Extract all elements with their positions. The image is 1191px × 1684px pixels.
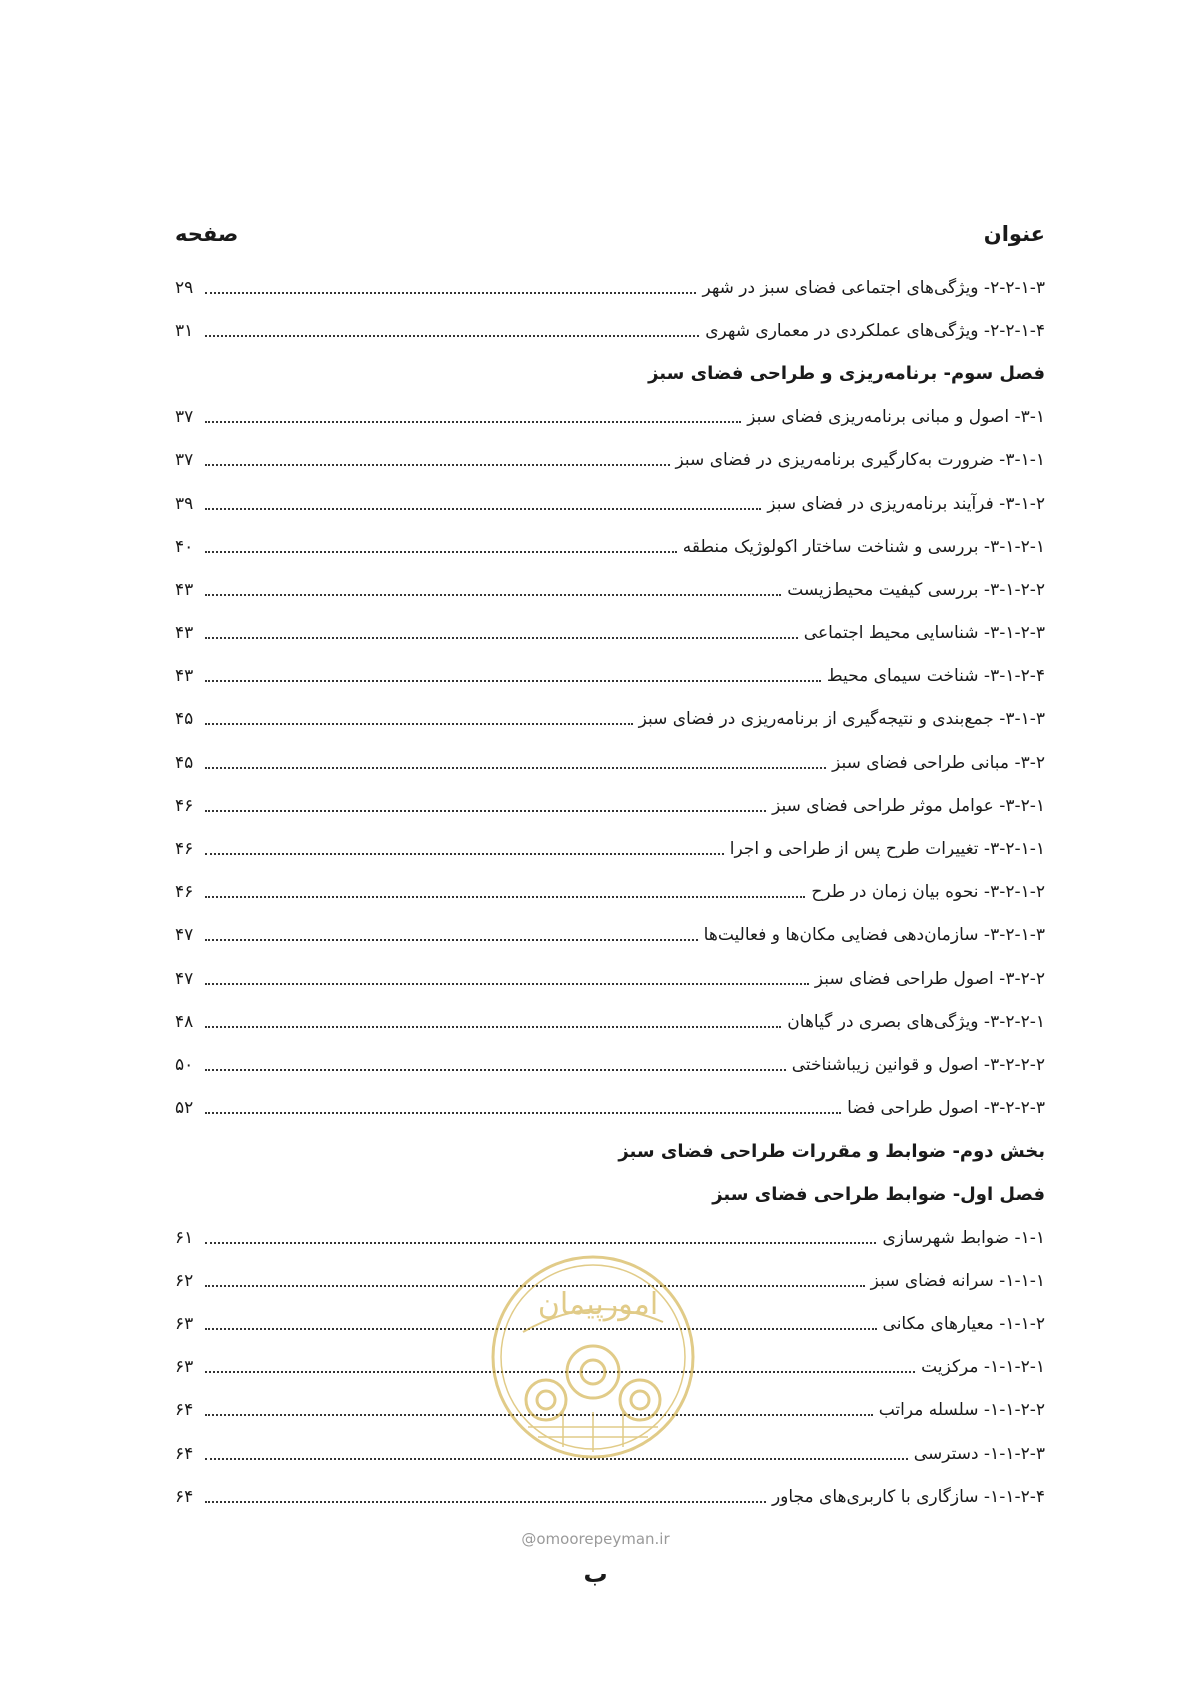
- toc-entry-title: ۱-۱-۲-۱- مرکزیت: [921, 1357, 1045, 1378]
- toc-entry-title: فصل سوم- برنامه‌ریزی و طراحی فضای سبز: [648, 363, 1045, 385]
- toc-entry-page: ۶۳: [175, 1357, 194, 1378]
- gear-icon: [526, 1380, 566, 1420]
- toc-entry-title: ۳-۱-۲-۲- بررسی کیفیت محیط‌زیست: [787, 579, 1045, 600]
- dot-leader: [205, 983, 809, 985]
- toc-entry: [175, 396, 1045, 439]
- toc-entry-page: ۶۴: [175, 1486, 194, 1507]
- toc-entry-title: ۳-۱-۱- ضرورت به‌کارگیری برنامه‌ریزی در فضای سبز: [675, 450, 1045, 471]
- title-column-label: عنوان: [983, 222, 1045, 246]
- toc-entry-title: ۳-۲-۲-۲- اصول و قوانین زیباشناختی: [791, 1054, 1045, 1075]
- toc-entry: [175, 1475, 1045, 1518]
- toc-entry: [175, 266, 1045, 309]
- toc-entry: [175, 741, 1045, 784]
- toc-section-heading: [175, 1130, 1045, 1173]
- toc-entry: [175, 957, 1045, 1000]
- toc-entry-title: ۳-۱-۲- فرآیند برنامه‌ریزی در فضای سبز: [767, 493, 1045, 514]
- watermark-seal: [488, 1252, 698, 1462]
- dot-leader: [205, 637, 798, 639]
- toc-entry-page: ۴۳: [175, 623, 194, 644]
- dot-leader: [205, 1242, 876, 1244]
- toc-entry: [175, 1000, 1045, 1043]
- toc-entry-page: ۶۴: [175, 1400, 194, 1421]
- toc-entry-page: ۳۹: [175, 493, 194, 514]
- dot-leader: [205, 896, 805, 898]
- toc-entry-title: بخش دوم- ضوابط و مقررات طراحی فضای سبز: [618, 1140, 1045, 1162]
- toc-entry-page: ۶۳: [175, 1314, 194, 1335]
- toc-entry-title: ۱-۱- ضوابط شهرسازی: [882, 1227, 1045, 1248]
- toc-entry: [175, 827, 1045, 870]
- toc-entry-title: ۳-۲-۱-۳- سازمان‌دهی فضایی مکان‌ها و فعالیت‌ها: [703, 925, 1045, 946]
- toc-entry-page: ۳۱: [175, 320, 194, 341]
- toc-entry: [175, 482, 1045, 525]
- toc-entry-title: ۳-۲-۱-۱- تغییرات طرح پس از طراحی و اجرا: [729, 839, 1045, 860]
- watermark-text: امورپیمان: [537, 1287, 659, 1322]
- toc-entry: [175, 784, 1045, 827]
- toc-entry-page: ۴۰: [175, 536, 194, 557]
- dot-leader: [205, 939, 698, 941]
- toc-entry: [175, 1087, 1045, 1130]
- toc-entry-page: ۴۳: [175, 579, 194, 600]
- toc-entry: [175, 525, 1045, 568]
- toc-entry-page: ۲۹: [175, 277, 194, 298]
- dot-leader: [205, 1501, 766, 1503]
- toc-entry: [175, 1043, 1045, 1086]
- toc-entry-title: ۳-۲-۲-۳- اصول طراحی فضا: [847, 1098, 1045, 1119]
- toc-entry-page: ۶۱: [175, 1227, 194, 1248]
- dot-leader: [205, 723, 633, 725]
- toc-entry: [175, 439, 1045, 482]
- toc-entry: [175, 655, 1045, 698]
- toc-entry-page: ۴۳: [175, 666, 194, 687]
- toc-entry-title: ۳-۲- مبانی طراحی فضای سبز: [832, 752, 1045, 773]
- toc-entry: [175, 914, 1045, 957]
- toc-entry-page: ۴۷: [175, 968, 194, 989]
- toc-section-heading: [175, 1173, 1045, 1216]
- toc-entry-title: ۳-۱-۳- جمع‌بندی و نتیجه‌گیری از برنامه‌ریزی در فضای سبز: [638, 709, 1045, 730]
- dot-leader: [205, 810, 766, 812]
- toc-entry-page: ۶۲: [175, 1270, 194, 1291]
- dot-leader: [205, 1112, 841, 1114]
- toc-entry-page: ۶۴: [175, 1443, 194, 1464]
- toc-entry-title: ۲-۲-۱-۴- ویژگی‌های عملکردی در معماری شهری: [705, 320, 1045, 341]
- dot-leader: [205, 551, 677, 553]
- dot-leader: [205, 767, 826, 769]
- gear-icon: [567, 1346, 619, 1398]
- dot-leader: [205, 680, 821, 682]
- toc-entry-page: ۴۶: [175, 882, 194, 903]
- toc-entry-title: فصل اول- ضوابط طراحی فضای سبز: [712, 1184, 1045, 1206]
- toc-entry-page: ۳۷: [175, 450, 194, 471]
- toc-entry-page: ۴۵: [175, 752, 194, 773]
- toc-entry-page: ۴۸: [175, 1011, 194, 1032]
- dot-leader: [205, 853, 724, 855]
- toc-entry-page: ۵۲: [175, 1098, 194, 1119]
- toc-entry-title: ۳-۲-۲- اصول طراحی فضای سبز: [814, 968, 1045, 989]
- toc-entry-title: ۳-۲-۱-۲- نحوه بیان زمان در طرح: [811, 882, 1045, 903]
- toc-entry-title: ۱-۱-۲-۴- سازگاری با کاربری‌های مجاور: [771, 1486, 1045, 1507]
- toc-entry-title: ۳-۱-۲-۴- شناخت سیمای محیط: [826, 666, 1045, 687]
- toc-entry: [175, 871, 1045, 914]
- dot-leader: [205, 464, 670, 466]
- toc-entry: [175, 568, 1045, 611]
- dot-leader: [205, 292, 696, 294]
- toc-entry-title: ۳-۱-۲-۳- شناسایی محیط اجتماعی: [803, 623, 1045, 644]
- toc-entry-title: ۱-۱-۲- معیارهای مکانی: [882, 1314, 1045, 1335]
- toc-entry-title: ۱-۱-۱- سرانه فضای سبز: [870, 1270, 1045, 1291]
- page-number: ب: [583, 1560, 608, 1588]
- dot-leader: [205, 1069, 786, 1071]
- dot-leader: [205, 421, 741, 423]
- toc-entry-title: ۳-۱- اصول و مبانی برنامه‌ریزی فضای سبز: [747, 407, 1045, 428]
- toc-entry-title: ۱-۱-۲-۲- سلسله مراتب: [878, 1400, 1045, 1421]
- toc-entry: [175, 698, 1045, 741]
- website-watermark: @omoorepeyman.ir: [521, 1530, 670, 1548]
- toc-entry-title: ۱-۱-۲-۳- دسترسی: [913, 1443, 1045, 1464]
- toc-entry-page: ۵۰: [175, 1054, 194, 1075]
- page-column-label: صفحه: [175, 222, 239, 246]
- toc-entry-title: ۳-۱-۲-۱- بررسی و شناخت ساختار اکولوژیک منطقه: [682, 536, 1045, 557]
- toc-entry-page: ۴۶: [175, 839, 194, 860]
- toc-header: [175, 214, 1045, 254]
- toc-section-heading: [175, 352, 1045, 395]
- dot-leader: [205, 594, 781, 596]
- toc-entry-page: ۴۷: [175, 925, 194, 946]
- toc-entry-title: ۲-۲-۱-۳- ویژگی‌های اجتماعی فضای سبز در شهر: [702, 277, 1045, 298]
- toc-entry-title: ۳-۲-۲-۱- ویژگی‌های بصری در گیاهان: [787, 1011, 1045, 1032]
- toc-entry: [175, 309, 1045, 352]
- dot-leader: [205, 508, 761, 510]
- toc-entry-page: ۳۷: [175, 407, 194, 428]
- toc-entry-page: ۴۶: [175, 795, 194, 816]
- gear-icon: [620, 1380, 660, 1420]
- dot-leader: [205, 335, 699, 337]
- dot-leader: [205, 1026, 781, 1028]
- toc-entry: [175, 612, 1045, 655]
- toc-entry-title: ۳-۲-۱- عوامل موثر طراحی فضای سبز: [772, 795, 1045, 816]
- toc-entry-page: ۴۵: [175, 709, 194, 730]
